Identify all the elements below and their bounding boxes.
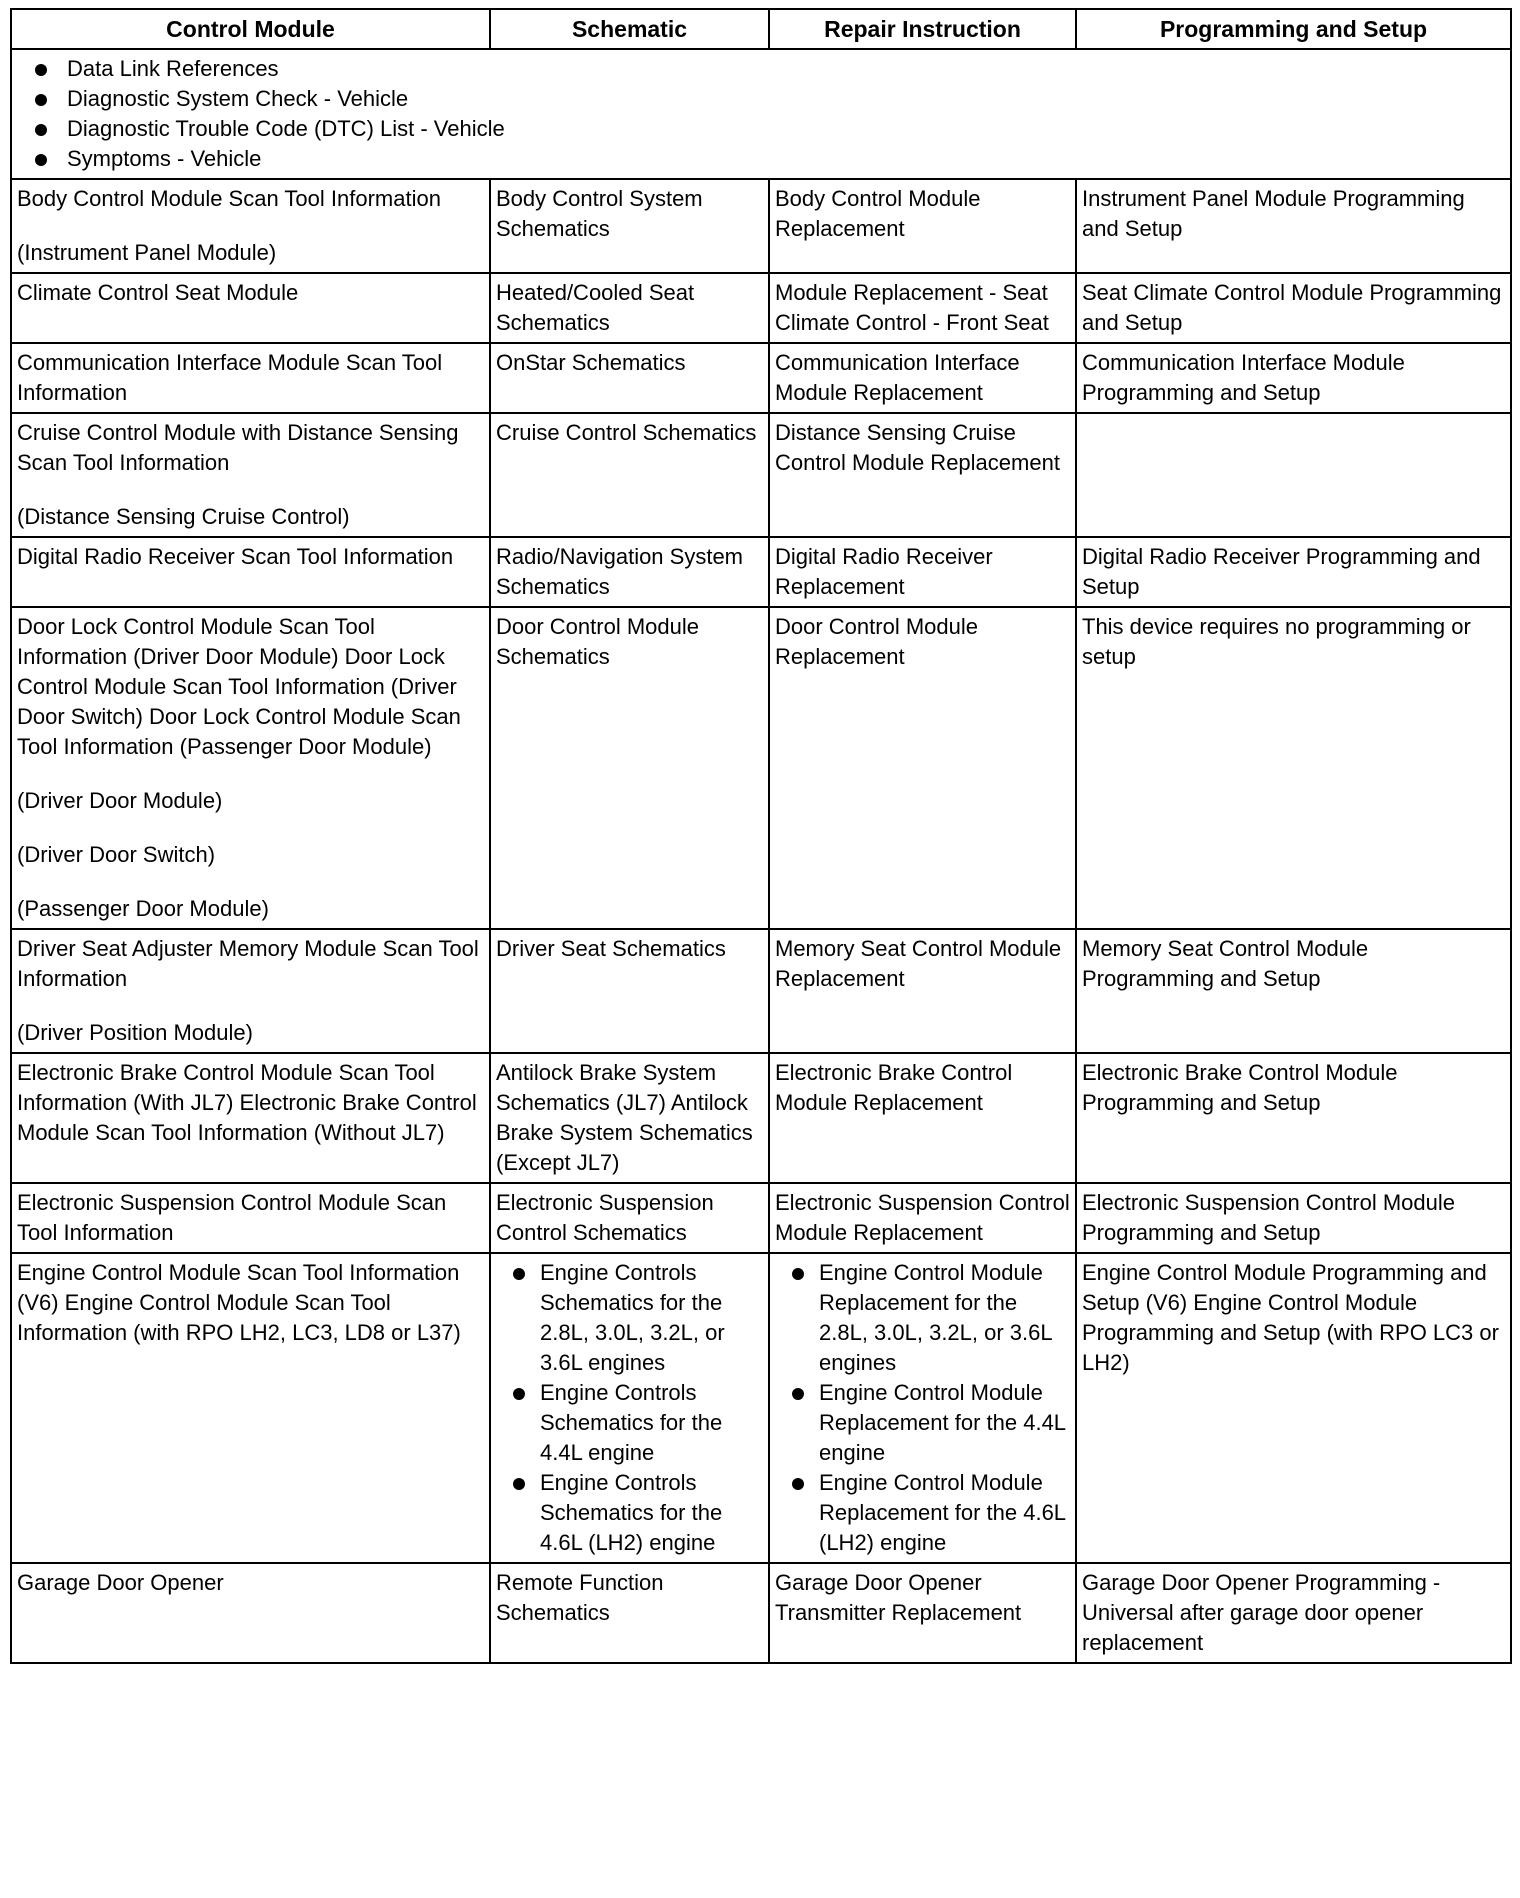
schematic-link[interactable]: Heated/Cooled Seat Schematics — [490, 273, 769, 343]
table-row — [11, 1563, 1511, 1663]
module-link[interactable]: Electronic Brake Control Module Scan Tool Information (With JL7) Electronic Brake Control Module Scan Tool Information (Without JL7) — [11, 1053, 490, 1183]
header-repair-instruction: Repair Instruction — [769, 9, 1076, 49]
module-note: (Distance Sensing Cruise Control) — [17, 504, 350, 529]
module-link[interactable]: Climate Control Seat Module — [11, 273, 490, 343]
module-note: (Instrument Panel Module) — [17, 240, 277, 265]
table-row — [11, 607, 1511, 929]
header-row — [11, 9, 1511, 49]
repair-link[interactable]: Memory Seat Control Module Replacement — [769, 929, 1076, 1053]
link-dtc-list[interactable]: Diagnostic Trouble Code (DTC) List - Vehicle — [17, 114, 1505, 144]
control-module-reference-table — [10, 8, 1512, 1664]
schematic-link[interactable]: Engine Controls Schematics for the 4.4L engine — [496, 1378, 763, 1468]
general-links-list — [17, 54, 1505, 174]
schematic-link[interactable]: Radio/Navigation System Schematics — [490, 537, 769, 607]
schematic-link[interactable]: Electronic Suspension Control Schematics — [490, 1183, 769, 1253]
table-row — [11, 929, 1511, 1053]
module-note: (Driver Door Module) — [17, 788, 223, 813]
programming-text: This device requires no programming or setup — [1076, 607, 1511, 929]
schematic-link[interactable]: Door Control Module Schematics — [490, 607, 769, 929]
link-symptoms[interactable]: Symptoms - Vehicle — [17, 144, 1505, 174]
table-row — [11, 1253, 1511, 1563]
module-note: (Driver Door Switch) — [17, 842, 216, 867]
schematic-link[interactable]: Antilock Brake System Schematics (JL7) Antilock Brake System Schematics (Except JL7) — [490, 1053, 769, 1183]
module-note: (Passenger Door Module) — [17, 896, 269, 921]
schematic-cell — [490, 1253, 769, 1563]
link-data-link-references[interactable]: Data Link References — [17, 54, 1505, 84]
module-link[interactable]: Door Lock Control Module Scan Tool Information (Driver Door Module) Door Lock Control Module Scan Tool Information (Driver Door Switch) Door Lock Control Module Scan Tool Information (Passenger Door Module) — [17, 614, 461, 759]
repair-link[interactable]: Communication Interface Module Replacement — [769, 343, 1076, 413]
table-row — [11, 343, 1511, 413]
general-links-row — [11, 49, 1511, 179]
document — [10, 8, 1510, 1664]
programming-link[interactable]: Communication Interface Module Programming and Setup — [1076, 343, 1511, 413]
schematic-link[interactable]: Body Control System Schematics — [490, 179, 769, 273]
programming-link[interactable]: Seat Climate Control Module Programming and Setup — [1076, 273, 1511, 343]
module-cell — [11, 179, 490, 273]
programming-link[interactable]: Engine Control Module Programming and Setup (V6) Engine Control Module Programming and Setup (with RPO LC3 or LH2) — [1076, 1253, 1511, 1563]
repair-link[interactable]: Electronic Suspension Control Module Replacement — [769, 1183, 1076, 1253]
module-cell — [11, 929, 490, 1053]
repair-link[interactable]: Door Control Module Replacement — [769, 607, 1076, 929]
table-row — [11, 413, 1511, 537]
module-link[interactable]: Digital Radio Receiver Scan Tool Information — [11, 537, 490, 607]
repair-link[interactable]: Engine Control Module Replacement for the 4.6L (LH2) engine — [775, 1468, 1070, 1558]
general-links-cell — [11, 49, 1511, 179]
repair-link[interactable]: Engine Control Module Replacement for the 4.4L engine — [775, 1378, 1070, 1468]
table-row — [11, 537, 1511, 607]
repair-link[interactable]: Distance Sensing Cruise Control Module Replacement — [769, 413, 1076, 537]
repair-link[interactable]: Body Control Module Replacement — [769, 179, 1076, 273]
programming-link[interactable]: Electronic Suspension Control Module Programming and Setup — [1076, 1183, 1511, 1253]
header-programming-setup: Programming and Setup — [1076, 9, 1511, 49]
header-schematic: Schematic — [490, 9, 769, 49]
module-link[interactable]: Cruise Control Module with Distance Sensing Scan Tool Information — [17, 420, 459, 475]
programming-link[interactable]: Electronic Brake Control Module Programming and Setup — [1076, 1053, 1511, 1183]
module-cell — [11, 413, 490, 537]
table-row — [11, 179, 1511, 273]
schematic-link[interactable]: Remote Function Schematics — [490, 1563, 769, 1663]
module-cell — [11, 607, 490, 929]
link-diagnostic-system-check[interactable]: Diagnostic System Check - Vehicle — [17, 84, 1505, 114]
schematic-link[interactable]: Driver Seat Schematics — [490, 929, 769, 1053]
schematic-list — [496, 1258, 763, 1558]
repair-link[interactable]: Garage Door Opener Transmitter Replacement — [769, 1563, 1076, 1663]
repair-link[interactable]: Engine Control Module Replacement for the 2.8L, 3.0L, 3.2L, or 3.6L engines — [775, 1258, 1070, 1378]
repair-cell — [769, 1253, 1076, 1563]
module-link[interactable]: Garage Door Opener — [11, 1563, 490, 1663]
programming-link[interactable]: Digital Radio Receiver Programming and Setup — [1076, 537, 1511, 607]
schematic-link[interactable]: Engine Controls Schematics for the 2.8L, 3.0L, 3.2L, or 3.6L engines — [496, 1258, 763, 1378]
schematic-link[interactable]: Engine Controls Schematics for the 4.6L (LH2) engine — [496, 1468, 763, 1558]
header-control-module: Control Module — [11, 9, 490, 49]
module-link[interactable]: Driver Seat Adjuster Memory Module Scan Tool Information — [17, 936, 479, 991]
table-row — [11, 1053, 1511, 1183]
module-note: (Driver Position Module) — [17, 1020, 253, 1045]
module-link[interactable]: Engine Control Module Scan Tool Information (V6) Engine Control Module Scan Tool Information (with RPO LH2, LC3, LD8 or L37) — [11, 1253, 490, 1563]
schematic-link[interactable]: OnStar Schematics — [490, 343, 769, 413]
module-link[interactable]: Communication Interface Module Scan Tool Information — [11, 343, 490, 413]
repair-link[interactable]: Module Replacement - Seat Climate Control - Front Seat — [769, 273, 1076, 343]
programming-link[interactable]: Instrument Panel Module Programming and Setup — [1076, 179, 1511, 273]
module-link[interactable]: Body Control Module Scan Tool Information — [17, 186, 441, 211]
programming-link[interactable]: Garage Door Opener Programming - Universal after garage door opener replacement — [1076, 1563, 1511, 1663]
repair-link[interactable]: Digital Radio Receiver Replacement — [769, 537, 1076, 607]
programming-cell-empty — [1076, 413, 1511, 537]
schematic-link[interactable]: Cruise Control Schematics — [490, 413, 769, 537]
repair-link[interactable]: Electronic Brake Control Module Replacement — [769, 1053, 1076, 1183]
table-row — [11, 1183, 1511, 1253]
repair-list — [775, 1258, 1070, 1558]
table-row — [11, 273, 1511, 343]
programming-link[interactable]: Memory Seat Control Module Programming and Setup — [1076, 929, 1511, 1053]
module-link[interactable]: Electronic Suspension Control Module Scan Tool Information — [11, 1183, 490, 1253]
